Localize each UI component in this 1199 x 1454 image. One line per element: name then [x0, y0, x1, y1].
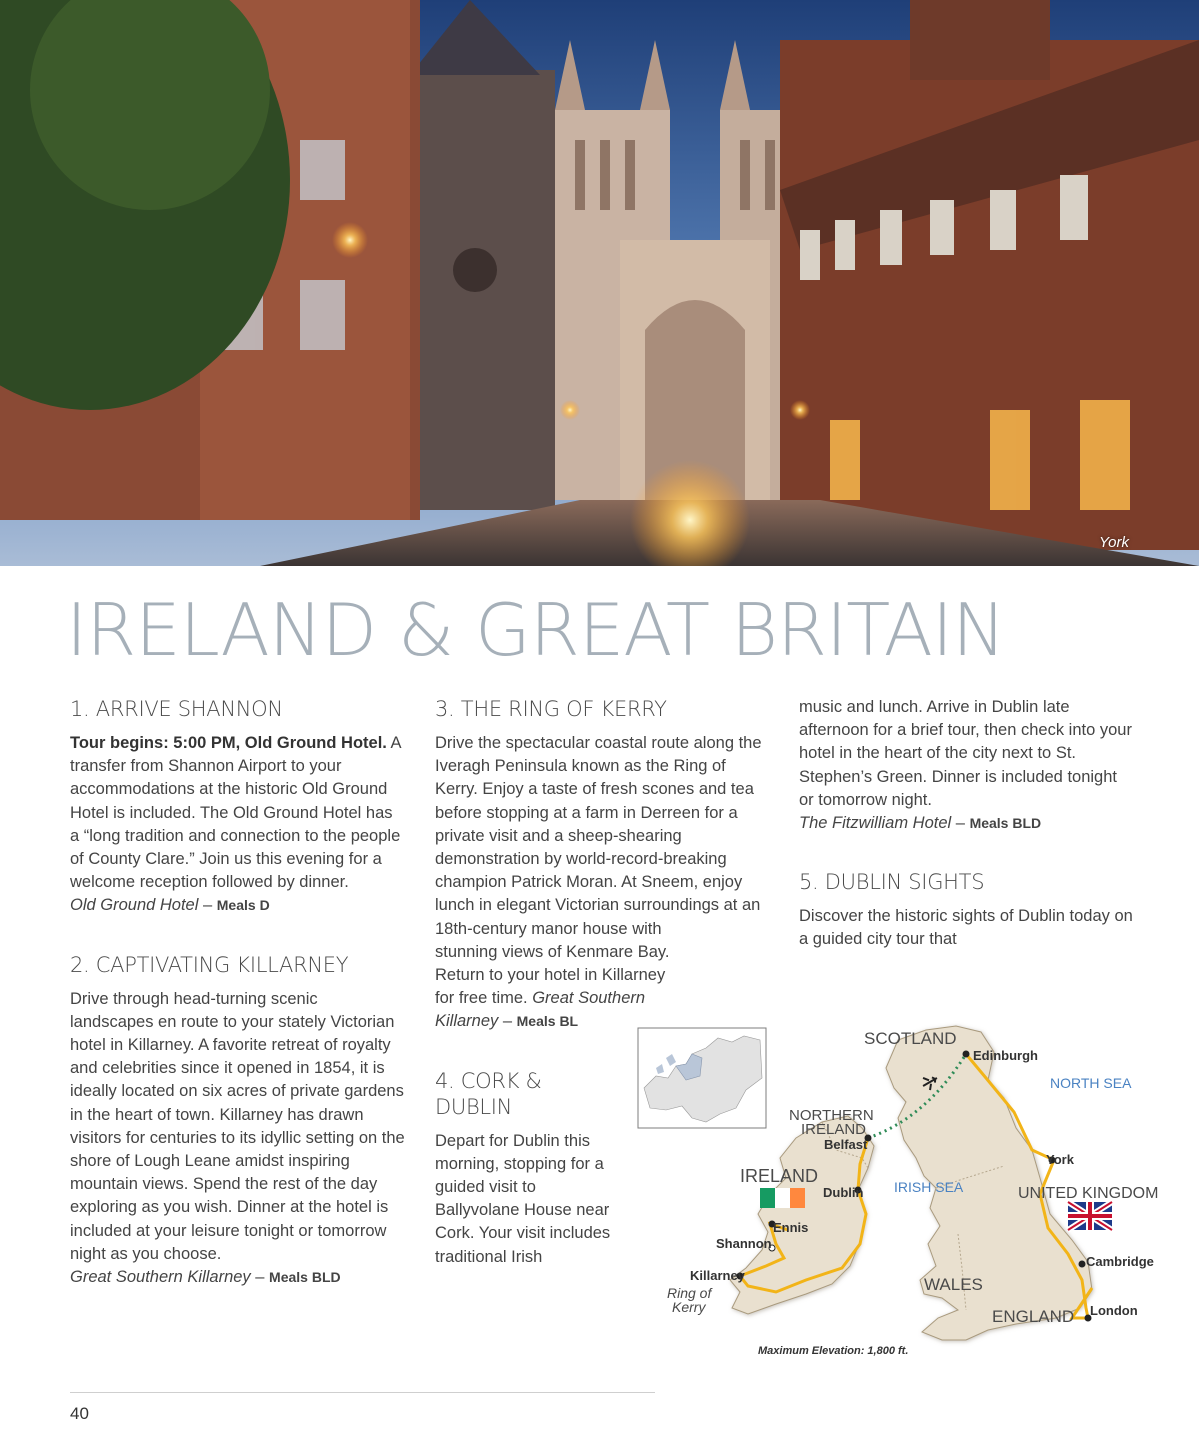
- label-united-kingdom: UNITED KINGDOM: [1018, 1185, 1159, 1202]
- label-northern: NORTHERN: [789, 1107, 874, 1124]
- day-3-body-b: stunning views of Kenmare Bay. Return to your hotel in Killarney for free time. Great Southern Killarney – Meals BL: [435, 942, 670, 1031]
- day-4-title: 4. CORK & DUBLIN: [435, 1068, 542, 1119]
- label-london: London: [1090, 1303, 1138, 1318]
- day-5-body: Discover the historic sights of Dublin today on a guided city tour that: [799, 907, 1133, 949]
- day-3-meals: Meals BL: [516, 1013, 579, 1030]
- itinerary-column-3: [799, 696, 1134, 952]
- day-3: [435, 696, 765, 1034]
- label-max-elevation: Maximum Elevation: 1,800 ft.: [758, 1345, 909, 1357]
- label-kerry: Kerry: [672, 1299, 706, 1315]
- day-2-meals: Meals BLD: [269, 1269, 341, 1286]
- day-3-body-a: Drive the spectacular coastal route along the Iveragh Peninsula known as the Ring of Kerry. Enjoy a taste of fresh scones and tea before stopping at a farm in Derreen for a private visit and a sheep-shearing demonstration by world-record-breaking champion Patrick Moran. At Sneem, enjoy lunch in elegant Victorian surroundings at an 18th-century manor house with: [435, 734, 762, 938]
- route-map-svg: [636, 1018, 1199, 1364]
- day-1-body: Tour begins: 5:00 PM, Old Ground Hotel. A transfer from Shannon Airport to your accommodations at the historic Old Ground Hotel is included. The Old Ground Hotel has a “long tradition and connection to the people of County Clare.” Join us this evening for a welcome reception followed by dinner. Old Ground Hotel – Meals D: [70, 734, 401, 915]
- day-4-cont-body: music and lunch. Arrive in Dublin late afternoon for a brief tour, then check into your hotel in the heart of the city next to St. Stephen’s Green. Dinner is included tonight or tomorrow night. The Fitzwilliam Hotel – Meals BLD: [799, 698, 1132, 833]
- day-1-title: 1. ARRIVE SHANNON: [70, 697, 283, 721]
- day-1: [70, 696, 405, 918]
- day-3-title: 3. THE RING OF KERRY: [435, 697, 667, 721]
- day-2-body: Drive through head-turning scenic landscapes en route to your stately Victorian hotel in Killarney. A favorite retreat of royalty and celebrities since it opened in 1854, it is ideally located on six acres of private gardens in the heart of town. Killarney has drawn visitors for centuries to its idyllic setting on the shore of Lough Leane amidst inspiring mountain views. Spend the rest of the day exploring as you wish. Dinner at the hotel is included at your leisure tonight or tomorrow night as you choose. Great Southern Killarney – Meals BLD: [70, 989, 405, 1287]
- hero-photo: [0, 0, 1199, 566]
- day-1-meals: Meals D: [216, 897, 270, 914]
- itinerary-column-1: [70, 696, 405, 1289]
- label-irish-sea: IRISH SEA: [894, 1179, 964, 1195]
- day-2-text: Drive through head-turning scenic landscapes en route to your stately Victorian hotel in Killarney. A favorite retreat of royalty and celebrities since it opened in 1854, it is ideally located on six acres of private gardens in the heart of town. Killarney has drawn visitors for centuries to its idyllic setting on the shore of Lough Leane amidst inspiring mountain views. Spend the rest of the day exploring as you wish. Dinner at the hotel is included at your leisure tonight or tomorrow night as you choose.: [70, 989, 405, 1263]
- label-ennis: Ennis: [773, 1220, 809, 1235]
- label-shannon: Shannon: [716, 1236, 772, 1251]
- photo-caption: York: [1098, 534, 1129, 551]
- footer-rule: [70, 1392, 655, 1393]
- day-1-text: A transfer from Shannon Airport to your accommodations at the historic Old Ground Hotel is included. The Old Ground Hotel has a “long tradition and connection to the people of County Clare.” Join us this evening for a welcome reception followed by dinner.: [70, 734, 401, 892]
- label-scotland: SCOTLAND: [864, 1029, 957, 1048]
- day-3-text-b: stunning views of Kenmare Bay. Return to your hotel in Killarney for free time.: [435, 942, 670, 1008]
- day-5-title: 5. DUBLIN SIGHTS: [799, 870, 985, 895]
- label-york: York: [1046, 1152, 1074, 1167]
- day-4-hotel: The Fitzwilliam Hotel: [799, 814, 952, 833]
- day-1-hotel: Old Ground Hotel: [70, 896, 199, 915]
- uk-flag: [1068, 1202, 1112, 1230]
- day-4-continued: [799, 696, 1134, 835]
- day-2-hotel: Great Southern Killarney: [70, 1268, 251, 1287]
- york-street-illustration: [0, 0, 1199, 566]
- day-1-lead: Tour begins: 5:00 PM, Old Ground Hotel.: [70, 734, 387, 752]
- edinburgh-dot: [963, 1051, 970, 1058]
- day-3-hotel: Great Southern Killarney: [435, 989, 646, 1031]
- label-edinburgh: Edinburgh: [973, 1048, 1038, 1063]
- day-5: [799, 869, 1134, 951]
- day-4-meals: Meals BLD: [969, 815, 1042, 832]
- page-title: IRELAND & GREAT BRITAIN: [66, 588, 1005, 672]
- ireland-flag: [760, 1188, 805, 1208]
- label-ring-of: Ring of: [667, 1285, 712, 1301]
- label-ireland: IRELAND: [740, 1166, 819, 1186]
- page-number: 40: [70, 1404, 89, 1423]
- europe-inset-map: [638, 1028, 766, 1128]
- label-england: ENGLAND: [992, 1307, 1075, 1326]
- day-2-title: 2. CAPTIVATING KILLARNEY: [70, 952, 349, 977]
- day-4-cont-text: music and lunch. Arrive in Dublin late afternoon for a brief tour, then check into your hotel in the heart of the city next to St. Stephen’s Green. Dinner is included tonight or tomorrow night.: [799, 698, 1132, 809]
- label-wales: WALES: [924, 1275, 983, 1294]
- route-map: [636, 1018, 1199, 1364]
- label-north-sea: NORTH SEA: [1050, 1075, 1132, 1091]
- label-ireland-ni: IRELAND: [801, 1121, 867, 1138]
- cambridge-dot: [1079, 1261, 1086, 1268]
- label-belfast: Belfast: [824, 1137, 868, 1152]
- day-4-body: Depart for Dublin this morning, stopping for a guided visit to Ballyvolane House near Cork. Your visit includes traditional Irish: [435, 1131, 611, 1266]
- label-cambridge: Cambridge: [1086, 1254, 1154, 1269]
- day-2: [70, 952, 405, 1290]
- label-dublin: Dublin: [823, 1185, 864, 1200]
- label-killarney: Killarney: [690, 1268, 745, 1283]
